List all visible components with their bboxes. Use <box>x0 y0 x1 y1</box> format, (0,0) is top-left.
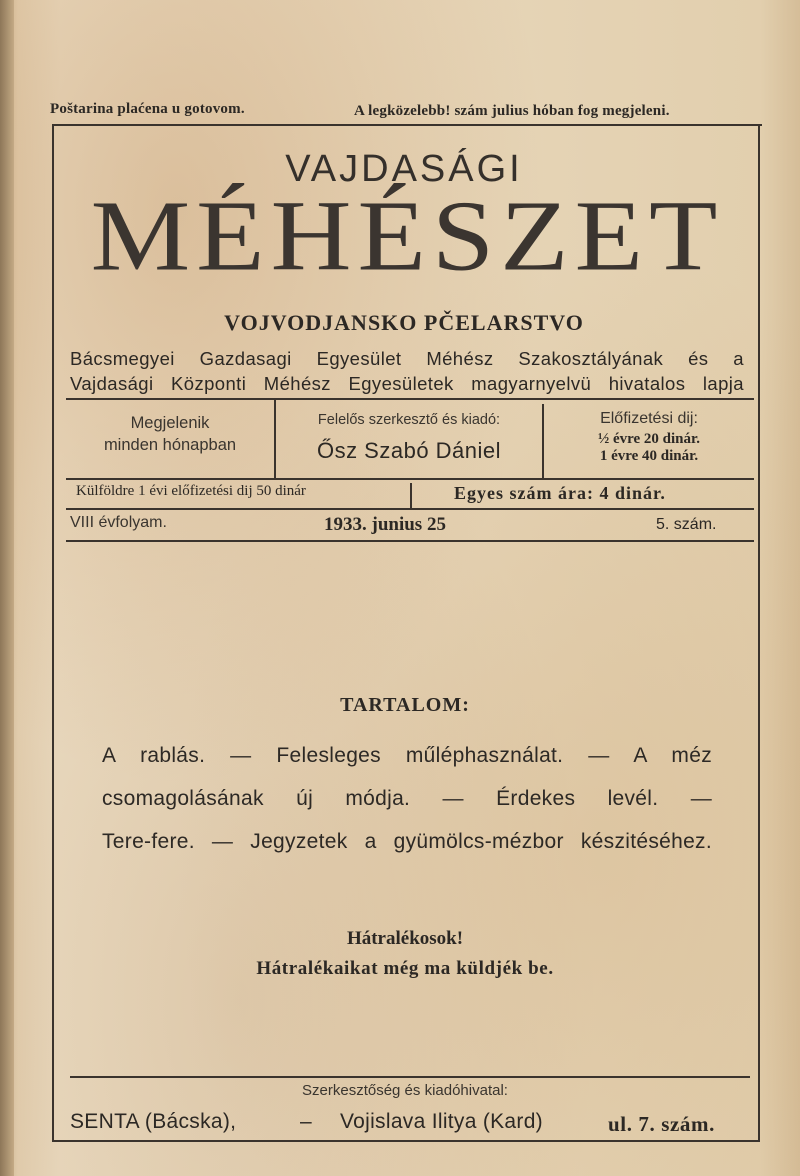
description-line-2: Vajdasági Központi Méhész Egyesületek magyarnyelvü hivatalos lapja <box>70 373 744 394</box>
abroad-price: Külföldre 1 évi előfizetési dij 50 dinár <box>76 483 306 499</box>
subscription-year: 1 évre 40 dinár. <box>599 448 699 464</box>
masthead-overline: VAJDASÁGI <box>285 148 523 190</box>
issue-row-bottom-rule <box>66 540 754 542</box>
contents-line-2: csomagolásának új módja. — Érdekes levél. — <box>102 787 712 810</box>
address-number: ul. 7. szám. <box>608 1112 715 1136</box>
notice-text: Hátralékaikat még ma küldjék be. <box>256 958 554 979</box>
masthead-subtitle: VOJVODJANSKO PČELARSTVO <box>224 310 584 335</box>
price-row-divider <box>410 483 412 509</box>
masthead-title: MÉHÉSZET <box>90 180 724 293</box>
description-line-1: Bácsmegyei Gazdasagi Egyesület Méhész Szakosztályának és a <box>70 348 744 369</box>
footer-top-rule <box>70 1076 750 1078</box>
frame-top-rule <box>52 124 762 126</box>
subscription-half-year: ½ évre 20 dinár. <box>597 431 701 447</box>
subscription-label: Előfizetési dij: <box>600 410 698 427</box>
frequency-line-1: Megjelenik <box>130 414 210 432</box>
address-street: Vojislava Ilitya (Kard) <box>340 1110 543 1133</box>
volume-label: VIII évfolyam. <box>70 514 167 531</box>
contents-line-3: Tere-fere. — Jegyzetek a gyümölcs-mézbor készitéséhez. <box>102 830 712 853</box>
issue-number: 5. szám. <box>656 516 717 533</box>
info-box-top-rule <box>66 398 754 400</box>
frequency-line-2: minden hónapban <box>103 436 237 454</box>
postage-note: Poštarina plaćena u gotovom. <box>50 101 245 117</box>
editor-cell <box>276 412 542 464</box>
info-box-bottom-rule <box>66 478 754 480</box>
office-label: Szerkesztőség és kiadóhivatal: <box>302 1082 508 1099</box>
contents-heading: TARTALOM: <box>340 694 470 716</box>
single-issue-price: Egyes szám ára: 4 dinár. <box>454 483 666 503</box>
contents-line-1: A rablás. — Felesleges műléphasználat. — A méz <box>102 744 712 767</box>
binding-spine <box>0 0 14 1176</box>
notice-heading: Hátralékosok! <box>346 928 464 949</box>
editor-name: Ősz Szabó Dániel <box>316 438 502 463</box>
issue-date: 1933. junius 25 <box>324 514 446 535</box>
subscription-cell <box>544 410 754 465</box>
address-dash: – <box>300 1110 312 1133</box>
frame-bottom-rule <box>52 1140 760 1142</box>
next-issue-note: A legközelebb! szám julius hóban fog megjeleni. <box>354 103 670 119</box>
address-city: SENTA (Bácska), <box>70 1110 237 1133</box>
frequency-cell <box>66 412 274 456</box>
price-row-bottom-rule <box>66 508 754 510</box>
editor-label: Felelős szerkesztő és kiadó: <box>317 412 501 428</box>
